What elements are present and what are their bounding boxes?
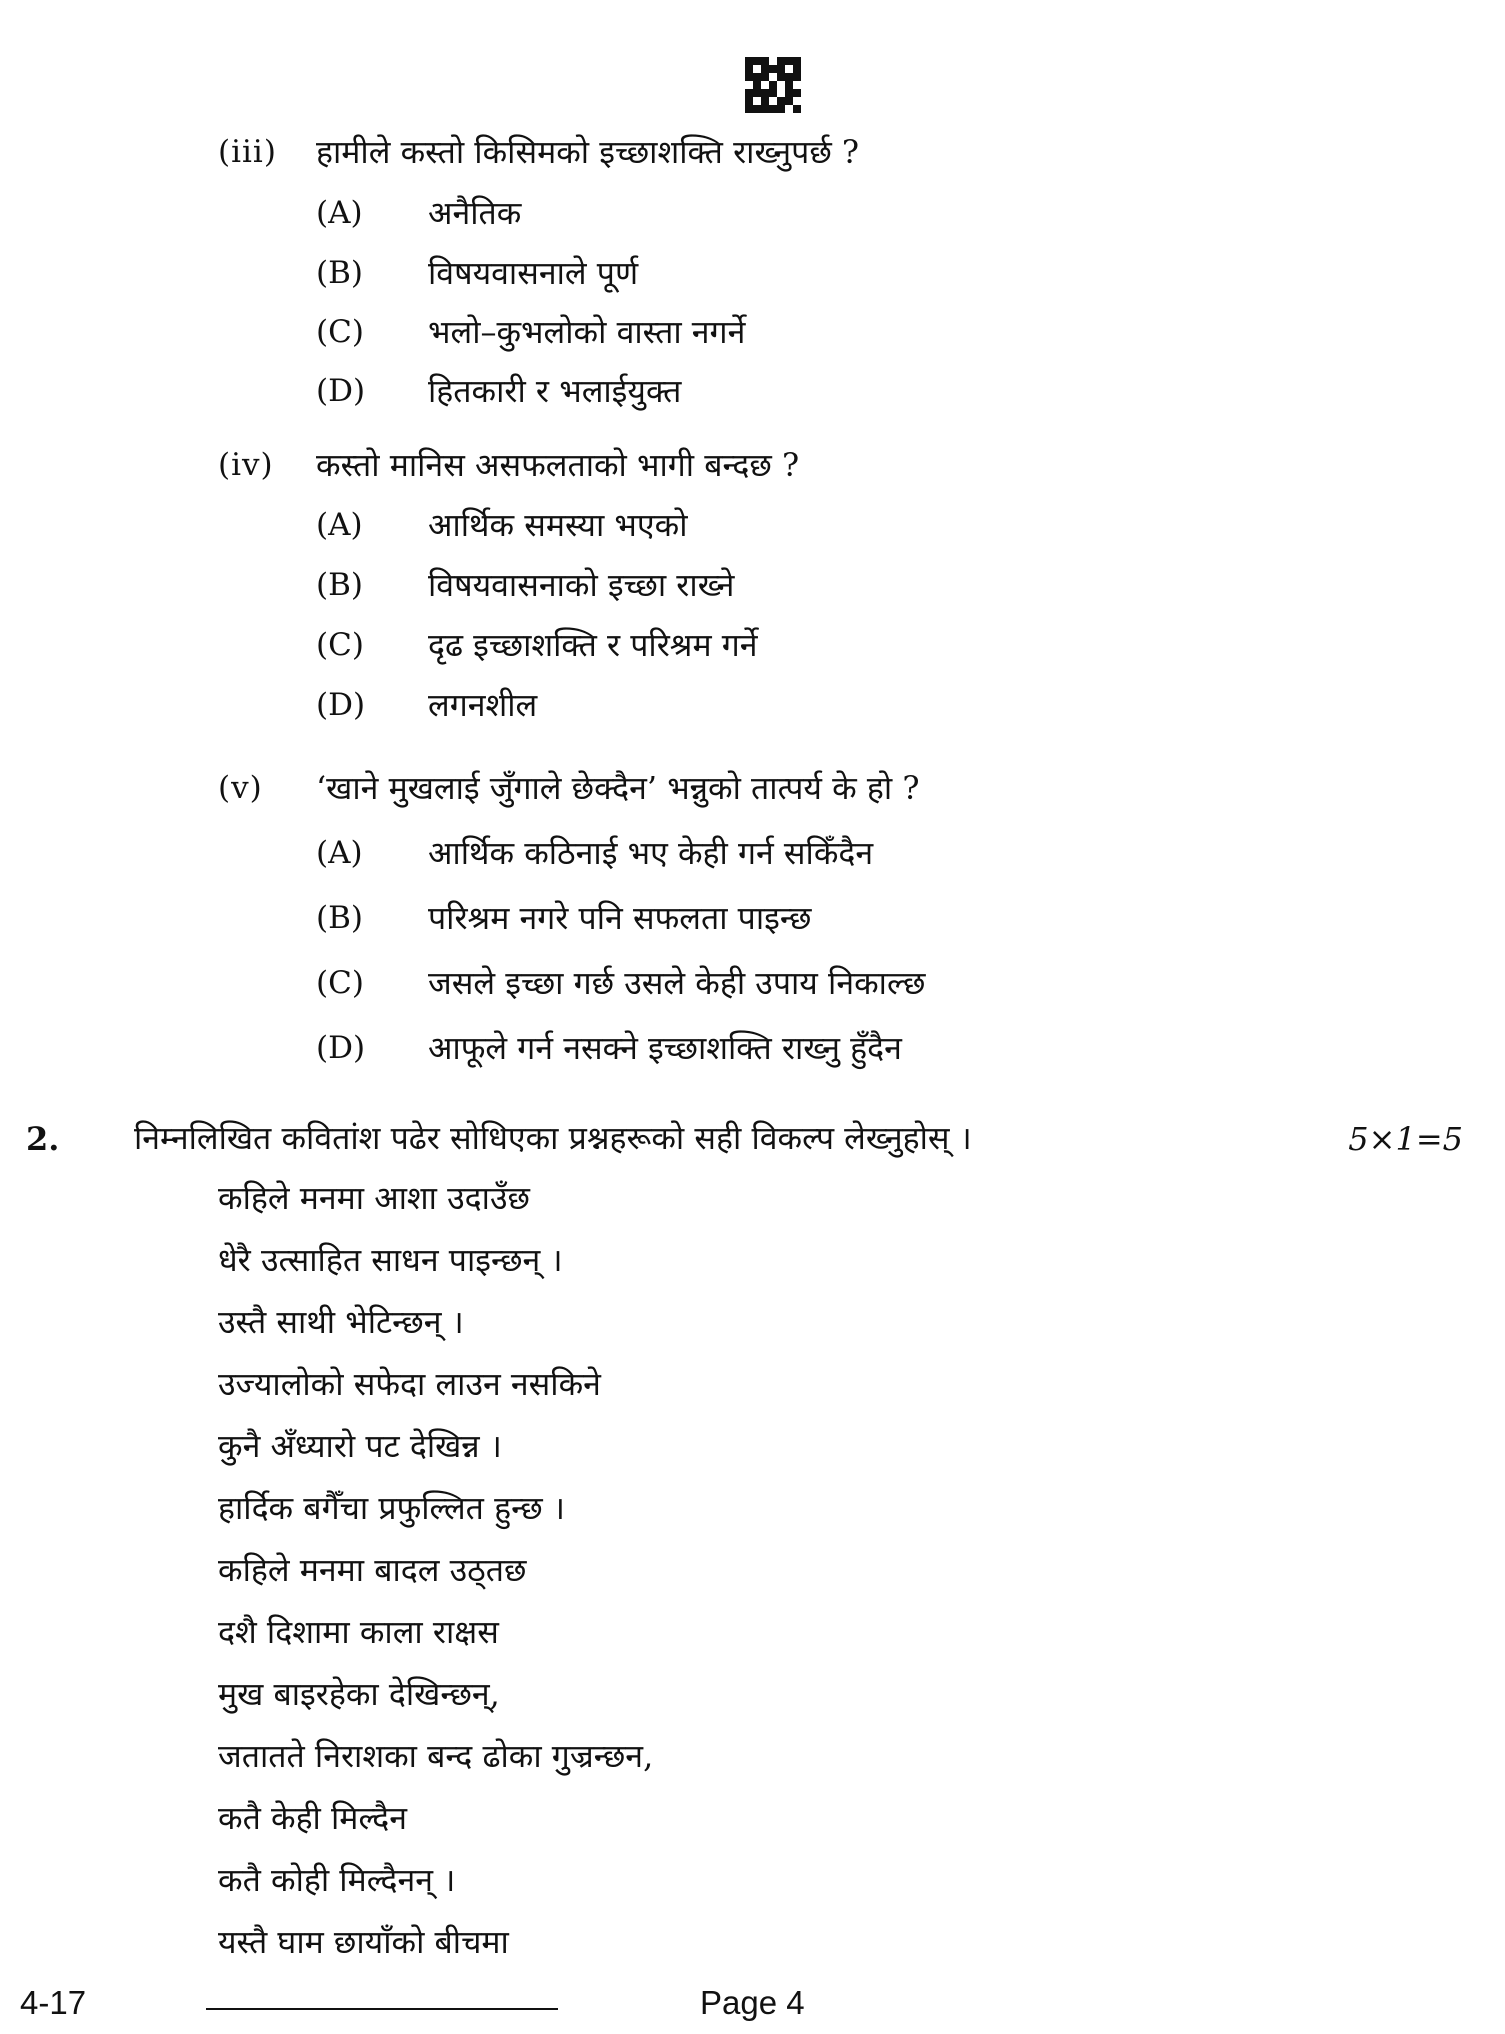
option-text: आफूले गर्न नसक्ने इच्छाशक्ति राख्नु हुँदैन xyxy=(428,1029,902,1067)
poem-line: कतै कोही मिल्दैनन् । xyxy=(218,1861,456,1899)
question-text: ‘खाने मुखलाई जुँगाले छेक्दैन’ भन्नुको तात्पर्य के हो ? xyxy=(316,769,920,807)
poem-line: मुख बाइरहेका देखिन्छन्, xyxy=(218,1675,500,1713)
option-letter: (A) xyxy=(316,835,363,871)
option-letter: (B) xyxy=(316,900,363,936)
option-letter: (D) xyxy=(316,687,366,723)
question-number: (iv) xyxy=(218,447,274,483)
question-text: हामीले कस्तो किसिमको इच्छाशक्ति राख्नुपर्छ ? xyxy=(316,133,860,171)
option-letter: (D) xyxy=(316,1030,366,1066)
poem-line: कहिले मनमा आशा उदाउँछ xyxy=(218,1179,530,1217)
footer-divider xyxy=(206,2008,558,2010)
page-number: Page 4 xyxy=(700,1984,805,2021)
option-text: जसले इच्छा गर्छ उसले केही उपाय निकाल्छ xyxy=(428,964,926,1002)
option-text: लगनशील xyxy=(428,686,538,724)
footer-code: 4-17 xyxy=(20,1984,87,2021)
option-text: आर्थिक कठिनाई भए केही गर्न सकिँदैन xyxy=(428,834,874,872)
option-letter: (C) xyxy=(316,314,364,350)
poem-line: कतै केही मिल्दैन xyxy=(218,1799,407,1837)
poem-line: जतातते निराशका बन्द ढोका गुज्रन्छन, xyxy=(218,1737,654,1775)
section-number: 2. xyxy=(26,1120,60,1158)
option-text: विषयवासनाको इच्छा राख्ने xyxy=(428,566,735,604)
option-letter: (B) xyxy=(316,567,363,603)
option-letter: (C) xyxy=(316,965,364,1001)
section-instruction: निम्नलिखित कवितांश पढेर सोधिएका प्रश्नहरूको सही विकल्प लेख्नुहोस् । xyxy=(134,1119,972,1157)
poem-line: कुनै अँध्यारो पट देखिन्न । xyxy=(218,1427,502,1465)
option-letter: (C) xyxy=(316,627,364,663)
poem-line: कहिले मनमा बादल उठ्तछ xyxy=(218,1551,527,1589)
poem-line: धेरै उत्साहित साधन पाइन्छन् । xyxy=(218,1241,563,1279)
option-letter: (A) xyxy=(316,195,363,231)
option-text: आर्थिक समस्या भएको xyxy=(428,506,688,544)
option-letter: (D) xyxy=(316,373,366,409)
option-text: दृढ इच्छाशक्ति र परिश्रम गर्ने xyxy=(428,626,758,664)
option-letter: (B) xyxy=(316,255,363,291)
option-text: परिश्रम नगरे पनि सफलता पाइन्छ xyxy=(428,899,812,937)
poem-line: हार्दिक बगैँचा प्रफुल्लित हुन्छ । xyxy=(218,1489,565,1527)
poem-line: उज्यालोको सफेदा लाउन नसकिने xyxy=(218,1365,601,1403)
option-text: विषयवासनाले पूर्ण xyxy=(428,254,639,292)
poem-line: उस्तै साथी भेटिन्छन् । xyxy=(218,1303,464,1341)
option-letter: (A) xyxy=(316,507,363,543)
option-text: भलो–कुभलोको वास्ता नगर्ने xyxy=(428,313,746,351)
option-text: अनैतिक xyxy=(428,194,522,232)
poem-line: यस्तै घाम छायाँको बीचमा xyxy=(218,1923,509,1961)
question-text: कस्तो मानिस असफलताको भागी बन्दछ ? xyxy=(316,446,800,484)
question-number: (v) xyxy=(218,770,263,806)
qr-code-icon xyxy=(745,57,801,113)
option-text: हितकारी र भलाईयुक्त xyxy=(428,372,682,410)
marks-label: 5×1=5 xyxy=(1348,1120,1463,1158)
poem-line: दशै दिशामा काला राक्षस xyxy=(218,1613,499,1651)
question-number: (iii) xyxy=(218,134,277,170)
